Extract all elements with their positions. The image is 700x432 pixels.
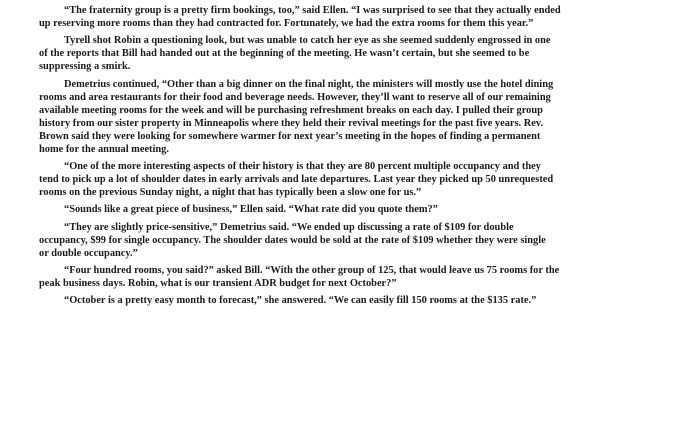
text-line: “Sounds like a great piece of business,” Ellen said. “What rate did you quote them?” — [64, 204, 438, 216]
paragraph-6 — [39, 221, 664, 260]
text-line: available meeting rooms for the week and will be purchasing refreshment breaks on each day. I pulled their group — [39, 104, 543, 116]
paragraph-2 — [39, 34, 664, 73]
text-line: rooms and area restaurants for their food and beverage needs. However, they’ll want to reserve all of our remaining — [39, 91, 551, 103]
text-line: “Four hundred rooms, you said?” asked Bill. “With the other group of 125, that would leave us 75 rooms for the — [64, 264, 560, 276]
text-line: Tyrell shot Robin a questioning look, but was unable to catch her eye as she seemed suddenly engrossed in one — [64, 35, 551, 47]
text-line: occupancy, $99 for single occupancy. The shoulder dates would be sold at the rate of $109 whether they were single — [39, 234, 546, 246]
paragraph-5 — [39, 203, 664, 216]
paragraph-3 — [39, 78, 664, 156]
text-line: “One of the more interesting aspects of their history is that they are 80 percent multiple occupancy and they — [64, 161, 541, 173]
text-line: or double occupancy.” — [39, 247, 138, 259]
text-line: up reserving more rooms than they had contracted for. Fortunately, we had the extra rooms for them this year.” — [39, 18, 534, 30]
paragraph-1 — [39, 4, 664, 30]
text-line: peak business days. Robin, what is our transient ADR budget for next October?” — [39, 278, 397, 290]
text-line: “October is a pretty easy month to forecast,” she answered. “We can easily fill 150 rooms at the $135 rate.” — [64, 295, 537, 307]
paragraph-4 — [39, 160, 664, 199]
text-line: rooms on the previous Sunday night, a night that has typically been a slow one for us.” — [39, 187, 422, 199]
text-line: “The fraternity group is a pretty firm bookings, too,” said Ellen. “I was surprised to see that they actually ended — [64, 5, 561, 16]
text-line: history from our sister property in Minneapolis where they held their revival meetings for the past five years. Rev. — [39, 117, 544, 129]
text-line: of the reports that Bill had handed out at the beginning of the meeting. He wasn’t certain, but she seemed to be — [39, 48, 530, 60]
text-line: suppressing a smirk. — [39, 61, 131, 73]
text-line: home for the annual meeting. — [39, 143, 169, 155]
text-line: tend to pick up a lot of shoulder dates in early arrivals and late departures. Last year they picked up 50 unrequested — [39, 174, 554, 186]
text-line: “They are slightly price-sensitive,” Demetrius said. “We ended up discussing a rate of $109 for double — [64, 221, 514, 233]
paragraph-7 — [39, 264, 664, 290]
document-body — [39, 4, 664, 311]
text-line: Brown said they were looking for somewhere warmer for next year’s meeting in the hopes of finding a permanent — [39, 130, 541, 142]
paragraph-8 — [39, 294, 664, 307]
text-line: Demetrius continued, “Other than a big dinner on the final night, the ministers will mostly use the hotel dining — [64, 78, 554, 90]
